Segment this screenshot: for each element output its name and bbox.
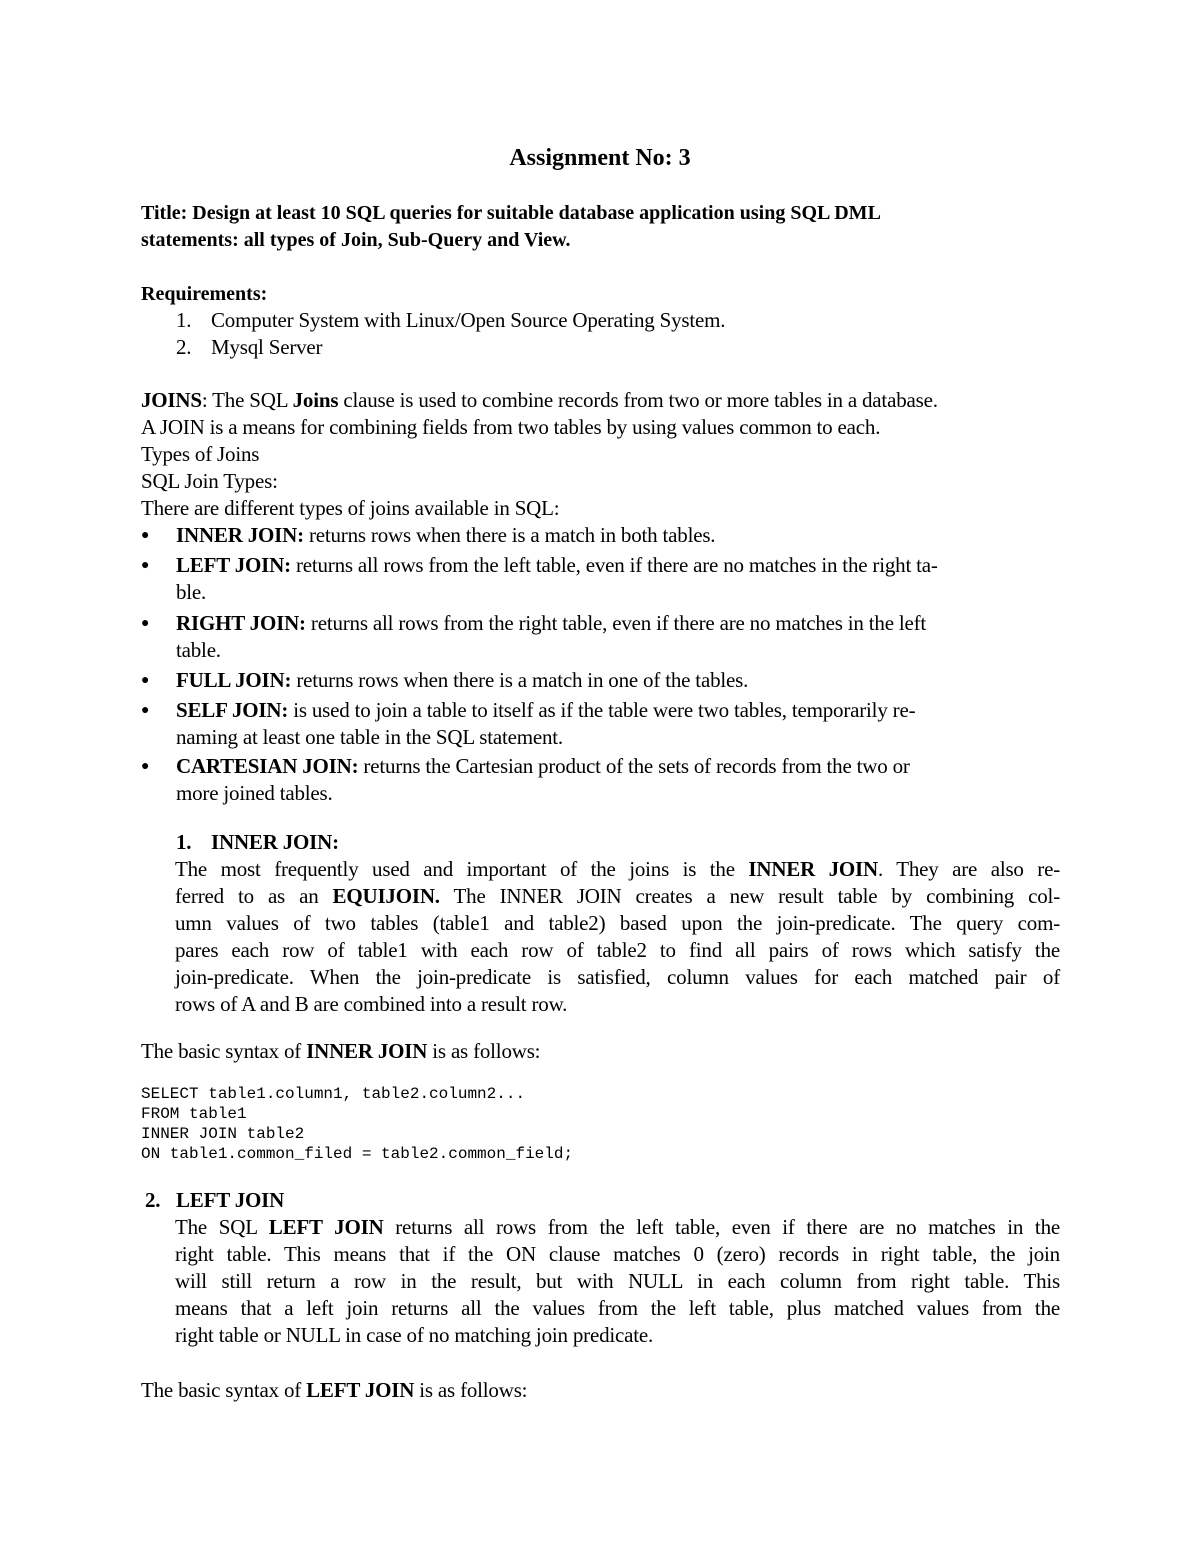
- sql-join-types-label: SQL Join Types:: [141, 469, 278, 493]
- joins-keyword: Joins: [292, 388, 339, 412]
- inner-join-paragraph-line: ferred to as an EQUIJOIN. The INNER JOIN creates a new result table by combining col-: [175, 884, 1060, 908]
- requirement-text: Computer System with Linux/Open Source Operating System.: [211, 308, 726, 332]
- join-type-item: INNER JOIN: returns rows when there is a match in both tables.: [176, 523, 716, 547]
- left-join-paragraph-line: The SQL LEFT JOIN returns all rows from the left table, even if there are no matches in the: [175, 1215, 1060, 1239]
- bullet-icon: ●: [141, 616, 150, 631]
- section-number: 2.: [145, 1188, 161, 1212]
- bullet-icon: ●: [141, 673, 150, 688]
- inner-join-heading: INNER JOIN:: [211, 830, 339, 854]
- left-join-paragraph-line: will still return a row in the result, but with NULL in each column from right table. This: [175, 1269, 1060, 1293]
- requirement-number: 1.: [176, 308, 192, 332]
- joins-intro-line: JOINS: The SQL Joins clause is used to combine records from two or more tables in a database.: [141, 388, 938, 412]
- bullet-icon: ●: [141, 528, 150, 543]
- code-line: ON table1.common_filed = table2.common_field;: [141, 1145, 574, 1163]
- assignment-title-line-2: statements: all types of Join, Sub-Query and View.: [141, 229, 571, 251]
- join-type-item: SELF JOIN: is used to join a table to itself as if the table were two tables, temporarily re-: [176, 698, 916, 722]
- joins-intro-line: There are different types of joins available in SQL:: [141, 496, 560, 520]
- join-type-item-cont: ble.: [176, 580, 207, 604]
- left-join-paragraph-line: means that a left join returns all the values from the left table, plus matched values from the: [175, 1296, 1060, 1320]
- inner-join-paragraph-line: The most frequently used and important of the joins is the INNER JOIN. They are also re-: [175, 857, 1060, 881]
- requirement-number: 2.: [176, 335, 192, 359]
- join-type-item: LEFT JOIN: returns all rows from the left table, even if there are no matches in the right ta-: [176, 553, 938, 577]
- join-type-item: FULL JOIN: returns rows when there is a match in one of the tables.: [176, 668, 749, 692]
- requirements-label: Requirements:: [141, 283, 268, 305]
- join-type-item: RIGHT JOIN: returns all rows from the right table, even if there are no matches in the left: [176, 611, 927, 635]
- inner-join-paragraph-line: rows of A and B are combined into a result row.: [175, 992, 568, 1016]
- page-title: Assignment No: 3: [509, 145, 691, 171]
- bullet-icon: ●: [141, 703, 150, 718]
- code-line: FROM table1: [141, 1105, 247, 1123]
- inner-join-syntax-intro: The basic syntax of INNER JOIN is as follows:: [141, 1039, 541, 1063]
- left-join-paragraph-line: right table or NULL in case of no matching join predicate.: [175, 1323, 654, 1347]
- join-type-item-cont: naming at least one table in the SQL statement.: [176, 725, 563, 749]
- code-line: SELECT table1.column1, table2.column2...: [141, 1085, 526, 1103]
- left-join-heading: LEFT JOIN: [176, 1188, 285, 1212]
- bullet-icon: ●: [141, 759, 150, 774]
- join-type-item-cont: table.: [176, 638, 221, 662]
- join-type-item-cont: more joined tables.: [176, 781, 333, 805]
- inner-join-paragraph-line: umn values of two tables (table1 and table2) based upon the join-predicate. The query com-: [175, 911, 1060, 935]
- join-type-item: CARTESIAN JOIN: returns the Cartesian product of the sets of records from the two or: [176, 754, 910, 778]
- code-line: INNER JOIN table2: [141, 1125, 305, 1143]
- inner-join-paragraph-line: pares each row of table1 with each row of table2 to find all pairs of rows which satisfy the: [175, 938, 1060, 962]
- joins-term: JOINS: [141, 388, 202, 412]
- left-join-paragraph-line: right table. This means that if the ON clause matches 0 (zero) records in right table, the join: [175, 1242, 1060, 1266]
- bullet-icon: ●: [141, 558, 150, 573]
- requirement-text: Mysql Server: [211, 335, 323, 359]
- types-of-joins-label: Types of Joins: [141, 442, 260, 466]
- section-number: 1.: [176, 830, 192, 854]
- inner-join-paragraph-line: join-predicate. When the join-predicate is satisfied, column values for each matched pair of: [175, 965, 1060, 989]
- assignment-title-line-1: Title: Design at least 10 SQL queries for suitable database application using SQL DML: [141, 202, 881, 224]
- left-join-syntax-intro: The basic syntax of LEFT JOIN is as follows:: [141, 1378, 528, 1402]
- joins-intro-line: A JOIN is a means for combining fields from two tables by using values common to each.: [141, 415, 881, 439]
